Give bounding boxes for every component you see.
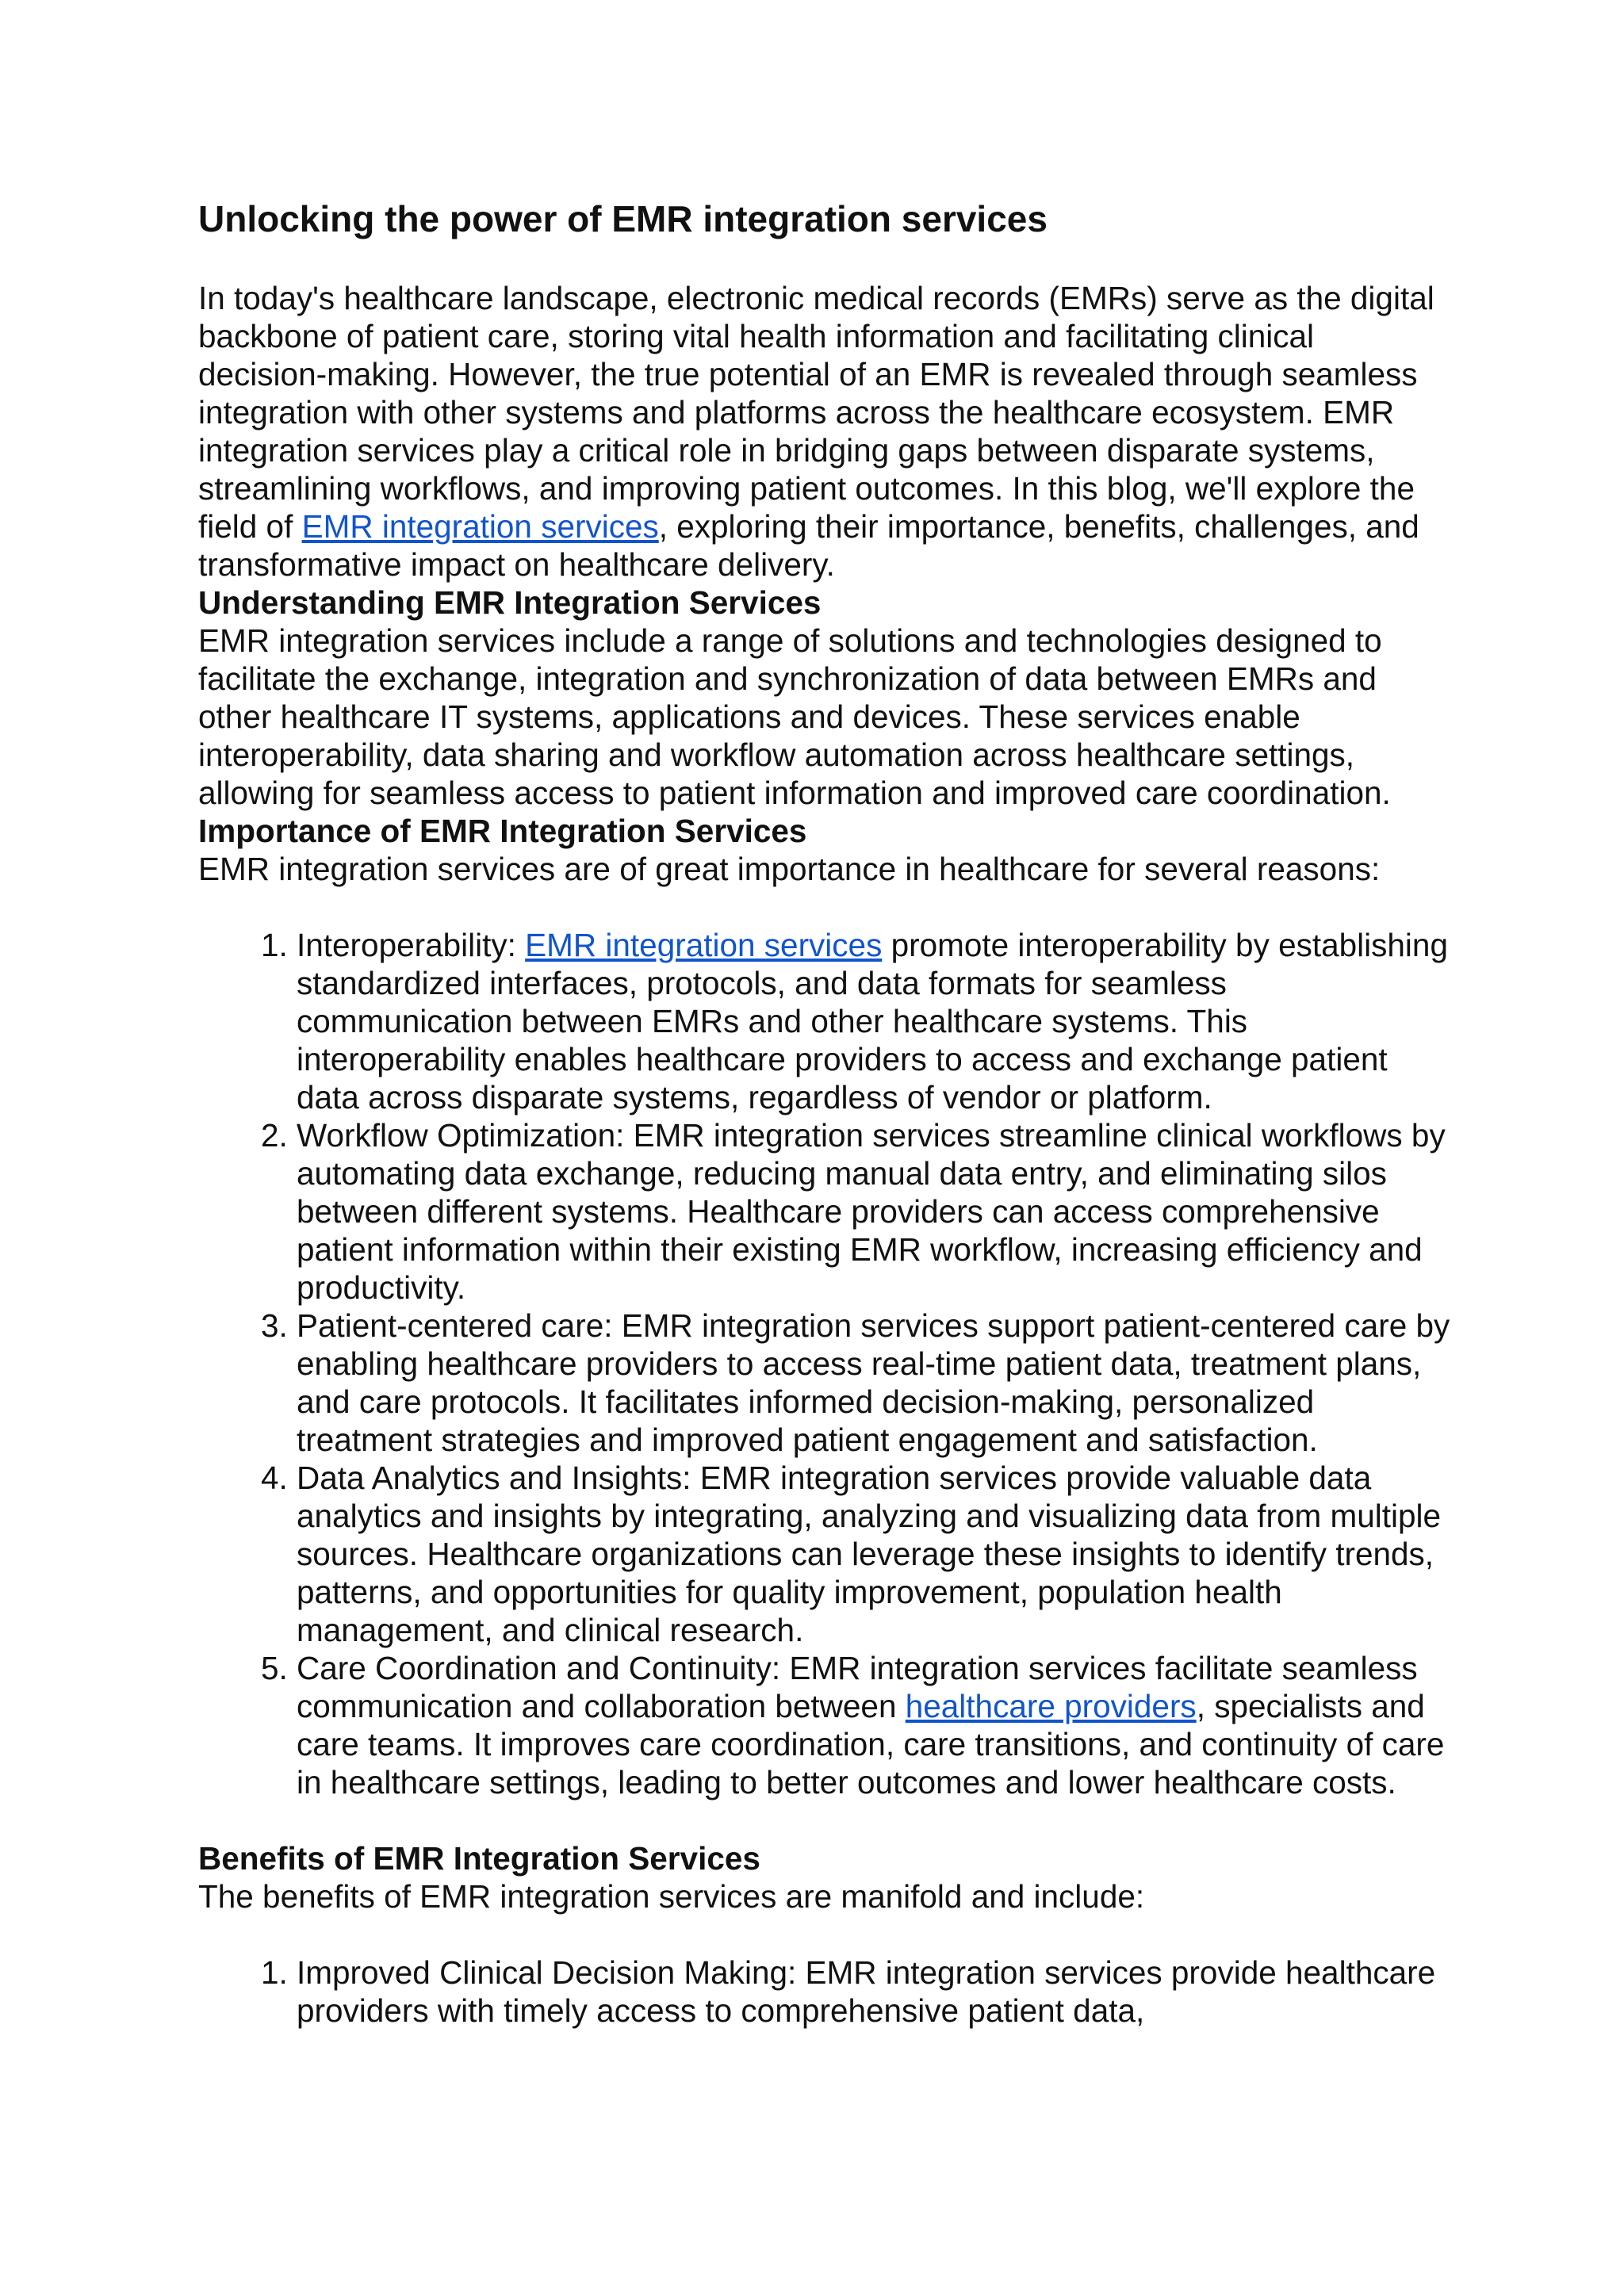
page-title: Unlocking the power of EMR integration services: [198, 198, 1048, 239]
list-item: 1. Improved Clinical Decision Making: EMR integration services provide healthcare providers with timely access to comprehensive patient data,: [297, 1954, 1451, 2030]
list-item: 2. Workflow Optimization: EMR integration services streamline clinical workflows by automating data exchange, reducing manual data entry, and eliminating silos between different systems. Healthcare providers can access comprehensive patient information within their existing EMR workflow, increasing efficiency and productivity.: [297, 1116, 1451, 1307]
importance-intro: EMR integration services are of great importance in healthcare for several reasons:: [198, 851, 1381, 887]
understanding-paragraph: EMR integration services include a range of solutions and technologies designed to facilitate the exchange, integration and synchronization of data between EMRs and other healthcare IT systems, applications and devices. These services enable interoperability, data sharing and workflow automation across healthcare settings, allowing for seamless access to patient information and improved care coordination.: [198, 622, 1391, 811]
benefits-list: [198, 1954, 1451, 2030]
benefits-intro: The benefits of EMR integration services are manifold and include:: [198, 1878, 1145, 1915]
list-item: [297, 1649, 1451, 1801]
intro-paragraph: [198, 279, 1451, 584]
importance-heading: Importance of EMR Integration Services: [198, 813, 807, 849]
list-item-text: , specialists and care teams. It improves care coordination, care transitions, and continuity of care in healthcare settings, leading to better outcomes and lower healthcare costs.: [297, 1688, 1445, 1800]
document-page: [198, 195, 1451, 2030]
spacer: [198, 888, 1451, 926]
list-item: 3. Patient-centered care: EMR integration services support patient-centered care by enabling healthcare providers to access real-time patient data, treatment plans, and care protocols. It facilitates informed decision-making, personalized treatment strategies and improved patient engagement and satisfaction.: [297, 1307, 1451, 1459]
list-item-text: promote interoperability by establishing standardized interfaces, protocols, and data formats for seamless communication between EMRs and other healthcare systems. This interoperability enables healthcare providers to access and exchange patient data across disparate systems, regardless of vendor or platform.: [297, 927, 1448, 1115]
list-item-text: Care Coordination and Continuity: EMR integration services facilitate seamless communication and collaboration between: [297, 1650, 1418, 1724]
list-item: [297, 926, 1451, 1116]
understanding-heading: Understanding EMR Integration Services: [198, 584, 822, 621]
list-item: 4. Data Analytics and Insights: EMR integration services provide valuable data analytics and insights by integrating, analyzing and visualizing data from multiple sources. Healthcare organizations can leverage these insights to identify trends, patterns, and opportunities for quality improvement, population health management, and clinical research.: [297, 1459, 1451, 1649]
spacer: [198, 1915, 1451, 1954]
emr-integration-link[interactable]: EMR integration services: [525, 927, 883, 963]
importance-list: [198, 926, 1451, 1801]
list-item-text: Interoperability:: [297, 927, 526, 963]
healthcare-providers-link[interactable]: healthcare providers: [905, 1688, 1197, 1724]
emr-integration-link[interactable]: EMR integration services: [301, 508, 659, 545]
intro-text-end: , exploring their importance, benefits, challenges, and transformative impact on healthcare delivery.: [198, 508, 1419, 583]
spacer: [198, 1801, 1451, 1839]
intro-text: In today's healthcare landscape, electronic medical records (EMRs) serve as the digital backbone of patient care, storing vital health information and facilitating clinical decision-making. However, the true potential of an EMR is revealed through seamless integration with other systems and platforms across the healthcare ecosystem. EMR integration services play a critical role in bridging gaps between disparate systems, streamlining workflows, and improving patient outcomes. In this blog, we'll explore the field of: [198, 280, 1434, 545]
benefits-heading: Benefits of EMR Integration Services: [198, 1840, 760, 1877]
